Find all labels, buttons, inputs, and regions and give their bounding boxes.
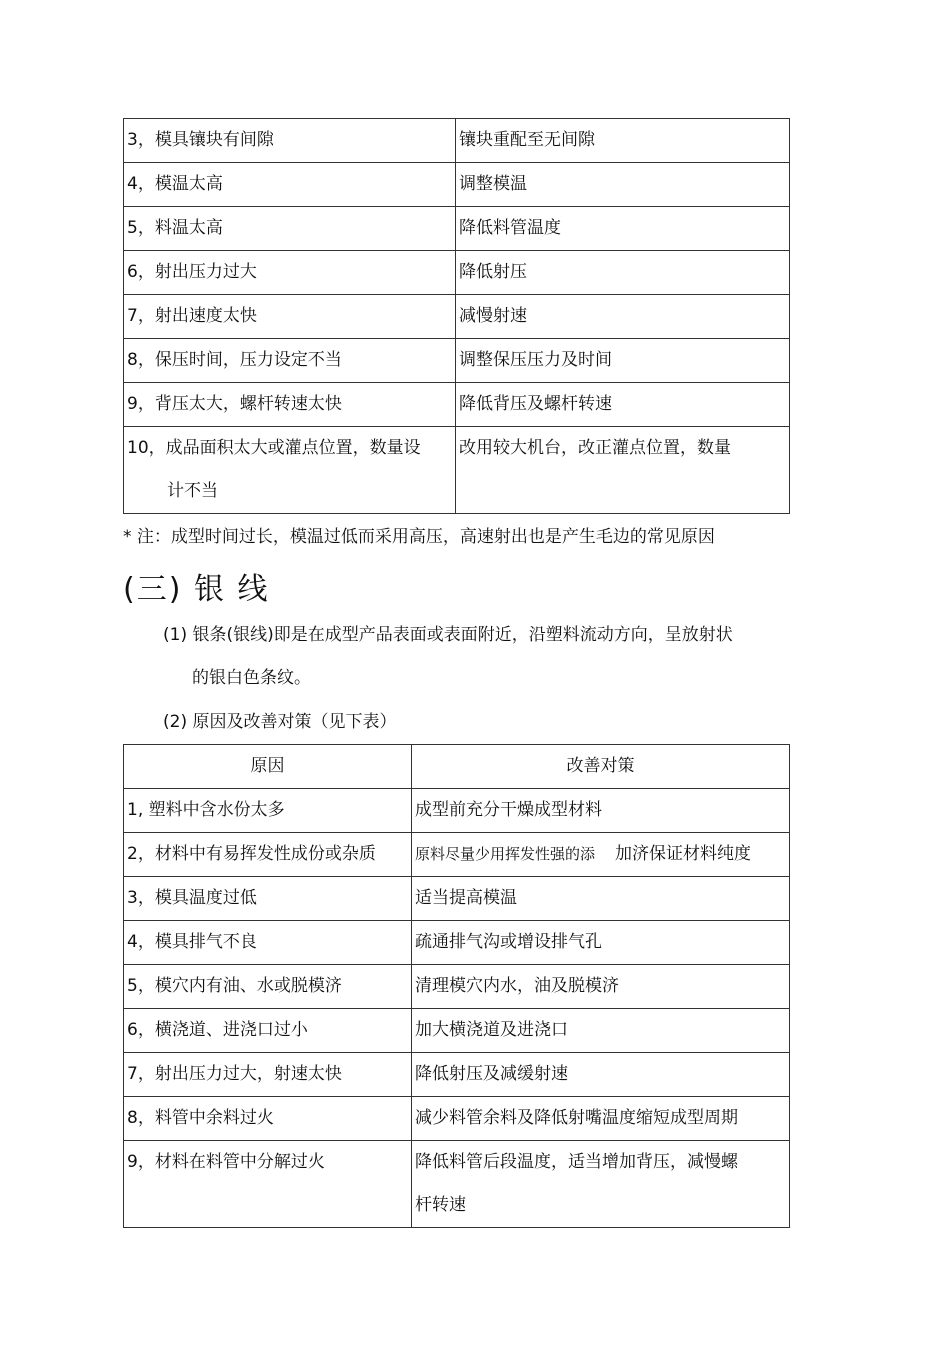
fix-cell: 清理模穴内水，油及脱模济	[412, 965, 790, 1009]
table-row	[124, 833, 790, 877]
footnote: * 注：成型时间过长，模温过低而采用高压，高速射出也是产生毛边的常见原因	[123, 527, 715, 547]
fix-line-1: 降低料管后段温度，适当增加背压，减慢螺	[415, 1152, 738, 1172]
fix-cell: 降低背压及螺杆转速	[456, 383, 790, 427]
cause-cell: 6，横浇道、进浇口过小	[124, 1009, 412, 1053]
cause-cell: 3，模具镶块有间隙	[124, 119, 456, 163]
cause-cell: 5，料温太高	[124, 207, 456, 251]
fix-text-b: 加济保证材料纯度	[615, 844, 752, 864]
fix-cell: 改用较大机台，改正灌点位置，数量	[456, 427, 790, 514]
table-row	[124, 1097, 790, 1141]
table-header-row	[124, 745, 790, 789]
table-row	[124, 383, 790, 427]
fix-cell: 调整模温	[456, 163, 790, 207]
section-heading: (三) 银 线	[123, 572, 270, 607]
table-row	[124, 295, 790, 339]
cause-cell: 2，材料中有易挥发性成份或杂质	[124, 833, 412, 877]
column-header-cause: 原因	[124, 745, 412, 789]
cause-cell: 5，模穴内有油、水或脱模济	[124, 965, 412, 1009]
fix-cell: 调整保压压力及时间	[456, 339, 790, 383]
cause-cell	[124, 427, 456, 514]
cause-cell: 8，保压时间，压力设定不当	[124, 339, 456, 383]
fix-text-a: 原料尽量少用挥发性强的添	[415, 845, 596, 863]
paragraph-1-line-2: 的银白色条纹。	[192, 668, 311, 688]
fix-line-2: 杆转速	[415, 1195, 466, 1215]
fix-cell: 镶块重配至无间隙	[456, 119, 790, 163]
fix-cell: 减慢射速	[456, 295, 790, 339]
table-row	[124, 427, 790, 514]
table-row	[124, 965, 790, 1009]
table-row	[124, 921, 790, 965]
cause-cell: 3，模具温度过低	[124, 877, 412, 921]
cause-cell: 6，射出压力过大	[124, 251, 456, 295]
table-row	[124, 1141, 790, 1228]
cause-cell: 4，模温太高	[124, 163, 456, 207]
cause-cell: 7，射出速度太快	[124, 295, 456, 339]
fix-cell: 降低射压及减缓射速	[412, 1053, 790, 1097]
cause-cell: 9，背压太大，螺杆转速太快	[124, 383, 456, 427]
fix-cell	[412, 1141, 790, 1228]
cause-cell: 9，材料在料管中分解过火	[124, 1141, 412, 1228]
cause-line-2: 计不当	[167, 481, 218, 501]
fix-cell: 成型前充分干燥成型材料	[412, 789, 790, 833]
table-row	[124, 119, 790, 163]
fix-cell: 降低射压	[456, 251, 790, 295]
table-row	[124, 1009, 790, 1053]
fix-cell: 减少料管余料及降低射嘴温度缩短成型周期	[412, 1097, 790, 1141]
table-row	[124, 877, 790, 921]
fix-cell	[412, 833, 790, 877]
table-row	[124, 251, 790, 295]
cause-cell: 4，模具排气不良	[124, 921, 412, 965]
fix-cell: 适当提高模温	[412, 877, 790, 921]
fix-cell: 疏通排气沟或增设排气孔	[412, 921, 790, 965]
cause-cell: 1, 塑料中含水份太多	[124, 789, 412, 833]
defect-table-flash	[123, 118, 790, 514]
fix-cell: 加大横浇道及进浇口	[412, 1009, 790, 1053]
table-row	[124, 1053, 790, 1097]
cause-line-1: 10，成品面积太大或灌点位置，数量设	[127, 438, 421, 458]
table-row	[124, 207, 790, 251]
column-header-fix: 改善对策	[412, 745, 790, 789]
paragraph-1-line-1: (1) 银条(银线)即是在成型产品表面或表面附近，沿塑料流动方向，呈放射状	[163, 625, 733, 645]
fix-cell: 降低料管温度	[456, 207, 790, 251]
cause-cell: 7，射出压力过大，射速太快	[124, 1053, 412, 1097]
defect-table-silver-streaks	[123, 744, 790, 1228]
paragraph-2: (2) 原因及改善对策（见下表）	[163, 712, 397, 732]
table-row	[124, 789, 790, 833]
cause-cell: 8，料管中余料过火	[124, 1097, 412, 1141]
table-row	[124, 339, 790, 383]
table-row	[124, 163, 790, 207]
